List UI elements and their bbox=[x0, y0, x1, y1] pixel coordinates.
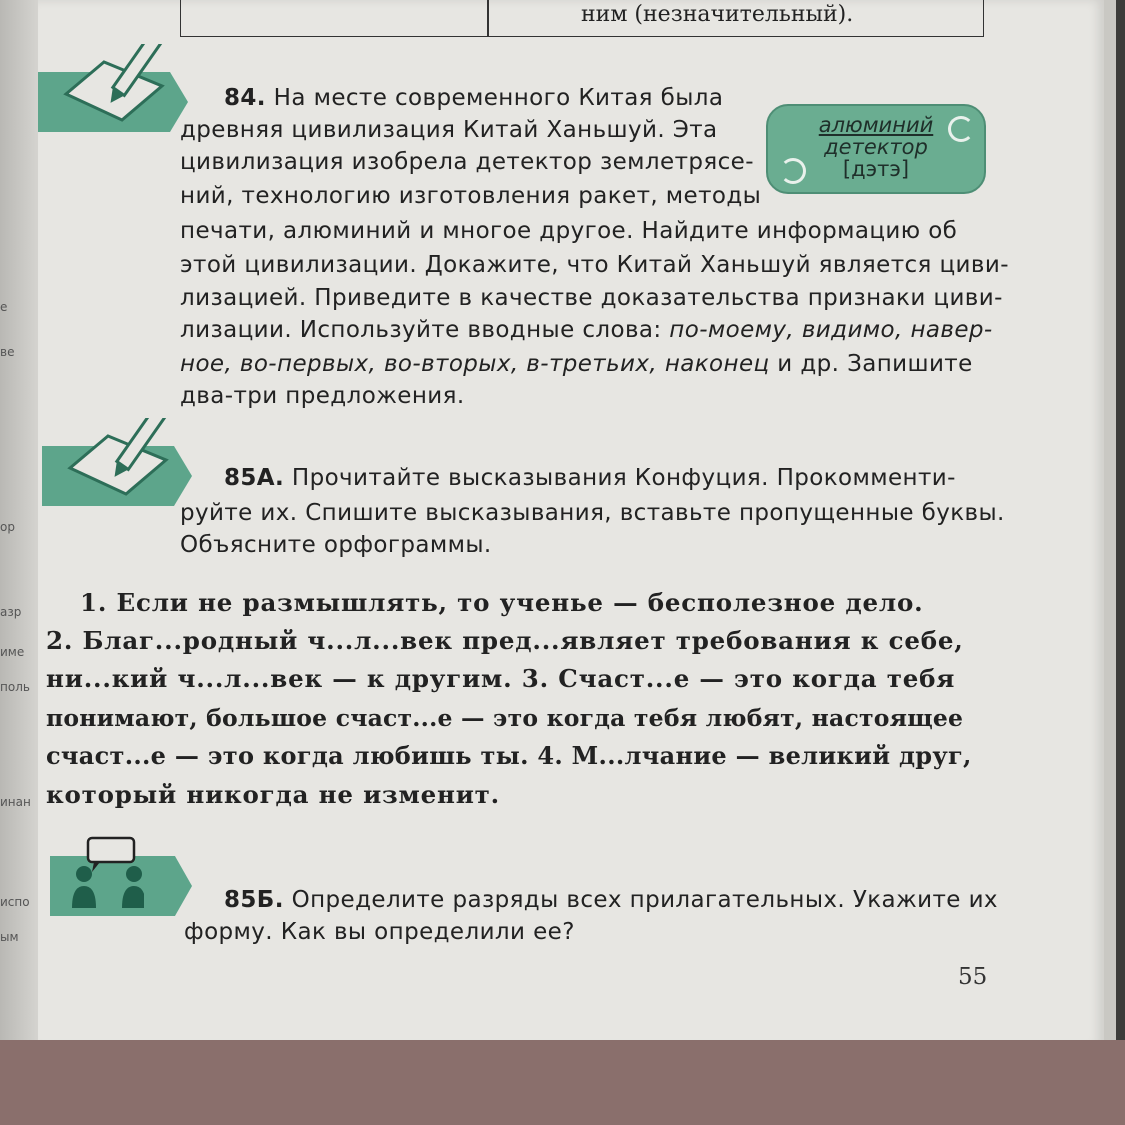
vocab-word: алюминий bbox=[818, 113, 934, 137]
exercise-84-line bbox=[224, 82, 723, 115]
left-page-fragment: испо bbox=[0, 895, 30, 909]
introductory-words: ное, во-первых, во-вторых, в-третьих, наконец bbox=[180, 351, 770, 377]
swirl-icon bbox=[780, 158, 806, 184]
exercise-85a-line: Объясните орфограммы. bbox=[180, 532, 492, 558]
quote-line: который никогда не изменит. bbox=[46, 780, 500, 809]
exercise-84-text: На месте современного Китая была bbox=[273, 85, 724, 111]
exercise-84-line: цивилизация изобрела детектор землетрясе- bbox=[180, 149, 754, 175]
left-page-fragment: азр bbox=[0, 605, 22, 619]
left-page-fragment: ве bbox=[0, 345, 15, 359]
exercise-84-line: древняя цивилизация Китай Ханьшуй. Эта bbox=[180, 117, 718, 143]
desk-surface bbox=[0, 1040, 1125, 1125]
quote-line: 1. Если не размышлять, то ученье — бесполезное дело. bbox=[80, 588, 924, 617]
vocab-transcription: [дэтэ] bbox=[842, 157, 910, 181]
left-page-fragment: ым bbox=[0, 930, 19, 944]
page-stack-edge bbox=[1104, 0, 1116, 1055]
table-cell-text: ним (незначительный). bbox=[581, 2, 854, 27]
page-number: 55 bbox=[958, 964, 988, 990]
introductory-words: по-моему, видимо, навер- bbox=[669, 317, 993, 343]
left-page-fragment: поль bbox=[0, 680, 30, 694]
swirl-icon bbox=[948, 116, 974, 142]
exercise-85a-line bbox=[224, 462, 956, 495]
exercise-85b-number: 85Б. bbox=[224, 887, 284, 913]
exercise-85a-line: руйте их. Спишите высказывания, вставьте пропущенные буквы. bbox=[180, 500, 1005, 526]
pencil-writing-icon bbox=[66, 418, 176, 508]
exercise-84-line: этой цивилизации. Докажите, что Китай Ханьшуй является циви- bbox=[180, 252, 1009, 278]
exercise-84-line: два-три предложения. bbox=[180, 383, 465, 409]
exercise-84-line bbox=[180, 348, 973, 381]
exercise-85a-number: 85А. bbox=[224, 465, 285, 491]
exercise-84-text: и др. Запишите bbox=[769, 351, 973, 377]
table-divider bbox=[487, 0, 489, 36]
left-page-fragment: инан bbox=[0, 795, 31, 809]
pair-discussion-icon bbox=[68, 834, 144, 914]
exercise-84-line: печати, алюминий и многое другое. Найдите информацию об bbox=[180, 218, 958, 244]
exercise-84-line: ний, технологию изготовления ракет, методы bbox=[180, 183, 762, 209]
exercise-85b-line bbox=[224, 884, 998, 917]
exercise-85a-text: Прочитайте высказывания Конфуция. Прокомменти- bbox=[291, 465, 956, 491]
quote-line: счаст...е — это когда любишь ты. 4. М...лчание — великий друг, bbox=[46, 741, 972, 770]
exercise-85b-line: форму. Как вы определили ее? bbox=[184, 919, 575, 945]
exercise-85b-text: Определите разряды всех прилагательных. Укажите их bbox=[291, 887, 998, 913]
vocabulary-box bbox=[766, 104, 986, 194]
exercise-84-line: лизацией. Приведите в качестве доказательства признаки циви- bbox=[180, 285, 1003, 311]
exercise-84-line bbox=[180, 314, 993, 347]
exercise-84-number: 84. bbox=[224, 85, 266, 111]
quote-line: ни...кий ч...л...век — к другим. 3. Счаст...е — это когда тебя bbox=[46, 664, 956, 693]
left-page-fragment: име bbox=[0, 645, 25, 659]
left-page-fragment: ор bbox=[0, 520, 15, 534]
quote-line: 2. Благ...родный ч...л...век пред...являет требования к себе, bbox=[46, 626, 964, 655]
table-fragment bbox=[180, 0, 984, 37]
quote-line: понимают, большое счаст...е — это когда тебя любят, настоящее bbox=[46, 704, 964, 732]
left-page-edge bbox=[0, 0, 40, 1045]
exercise-84-text: лизации. Используйте вводные слова: bbox=[180, 317, 670, 343]
vocab-word: детектор bbox=[824, 135, 928, 159]
pencil-writing-icon bbox=[62, 44, 172, 134]
left-page-fragment: е bbox=[0, 300, 8, 314]
